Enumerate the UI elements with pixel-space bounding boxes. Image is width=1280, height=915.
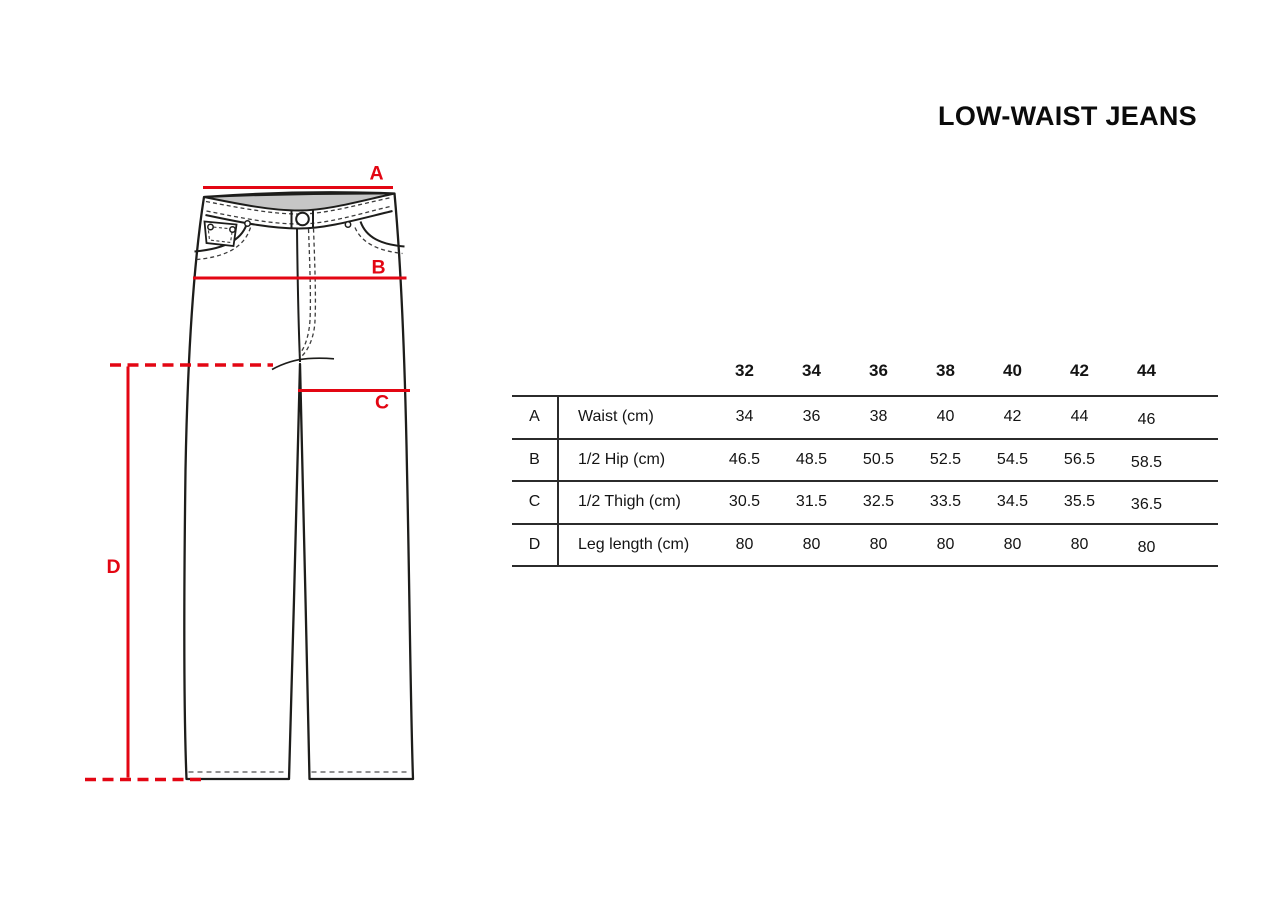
page-title: LOW-WAIST JEANS [938,101,1197,131]
cell-value: 80 [1137,538,1156,556]
size-column-header: 32 [735,360,754,380]
cell-value: 80 [869,535,888,553]
row-label: Leg length (cm) [578,535,690,553]
size-column-header: 38 [936,360,955,380]
row-spacer [1180,397,1218,438]
size-table-body [512,395,1218,567]
cell-value: 80 [735,535,754,553]
table-row [512,395,1218,438]
table-row [512,480,1218,523]
row-key: A [512,397,559,438]
row-spacer [1180,440,1218,481]
row-key: C [512,482,559,523]
table-row [512,523,1218,566]
row-key: B [512,440,559,481]
marker-b-label: B [371,256,386,279]
marker-d-label: D [106,556,121,578]
table-row [512,438,1218,481]
cell-value: 34.5 [996,493,1029,511]
size-table [512,358,1218,567]
cell-value: 36 [802,408,821,426]
row-label: Waist (cm) [578,408,654,426]
cell-value: 46 [1137,411,1156,429]
cell-value: 30.5 [728,493,761,511]
waist-button [296,213,309,226]
size-column-header: 42 [1070,360,1089,380]
row-label: 1/2 Hip (cm) [578,450,666,468]
cell-value: 42 [1003,408,1022,426]
row-label: 1/2 Thigh (cm) [578,493,681,511]
cell-value: 31.5 [795,493,828,511]
cell-value: 80 [936,535,955,553]
header-spacer [559,358,711,395]
size-column-header: 44 [1137,360,1156,380]
cell-value: 56.5 [1063,450,1096,468]
marker-c-label: C [374,391,390,414]
cell-value: 33.5 [929,493,962,511]
cell-value: 54.5 [996,450,1029,468]
cell-value: 80 [1003,535,1022,553]
header-spacer [512,358,559,395]
cell-value: 40 [936,408,955,426]
size-column-header: 40 [1003,360,1022,380]
cell-value: 44 [1070,408,1089,426]
cell-value: 58.5 [1130,453,1163,471]
cell-value: 35.5 [1063,493,1096,511]
cell-value: 32.5 [862,493,895,511]
cell-value: 36.5 [1130,496,1163,514]
cell-value: 80 [1070,535,1089,553]
row-spacer [1180,525,1218,566]
size-column-header: 34 [802,360,821,380]
row-key: D [512,525,559,566]
cell-value: 52.5 [929,450,962,468]
cell-value: 46.5 [728,450,761,468]
size-column-header: 36 [869,360,888,380]
cell-value: 50.5 [862,450,895,468]
size-table-header [512,358,1218,395]
row-spacer [1180,482,1218,523]
cell-value: 38 [869,408,888,426]
cell-value: 80 [802,535,821,553]
marker-a-label: A [369,162,384,185]
cell-value: 48.5 [795,450,828,468]
header-spacer [1180,358,1218,395]
cell-value: 34 [735,408,754,426]
